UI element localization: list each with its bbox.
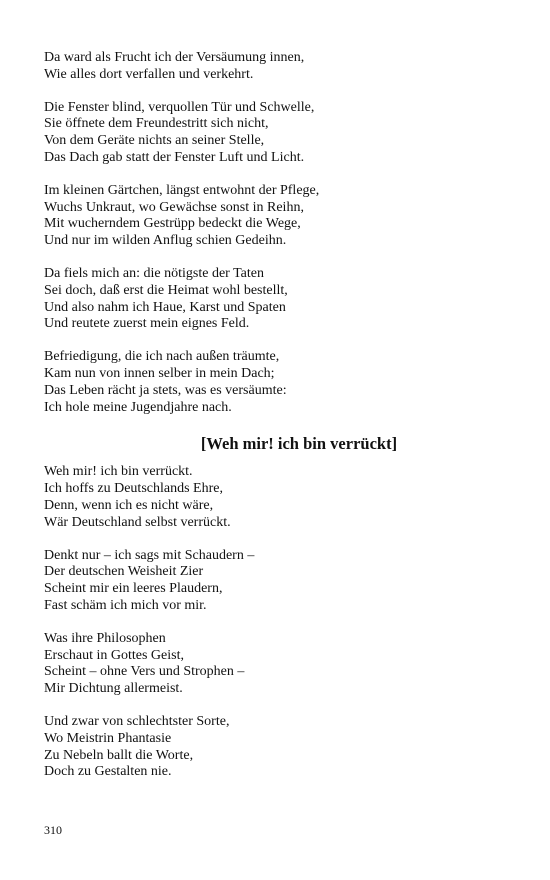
verse-line: Denn, wenn ich es nicht wäre, xyxy=(44,497,214,513)
verse-line: Im kleinen Gärtchen, längst entwohnt der Pflege, xyxy=(44,182,320,198)
verse-line: Mir Dichtung allermeist. xyxy=(44,681,183,697)
verse-line: Denkt nur – ich sags mit Schaudern – xyxy=(44,547,255,563)
stanza xyxy=(44,100,514,167)
stanza xyxy=(44,266,514,333)
stanza xyxy=(44,183,514,250)
verse-line: Sei doch, daß erst die Heimat wohl bestellt, xyxy=(44,282,288,298)
verse-line: Die Fenster blind, verquollen Tür und Schwelle, xyxy=(44,99,315,115)
verse-line: Und nur im wilden Anflug schien Gedeihn. xyxy=(44,233,287,249)
poem-title: [Weh mir! ich bin verrückt] xyxy=(200,434,398,454)
verse-line: Da ward als Frucht ich der Versäumung innen, xyxy=(44,50,305,65)
stanza xyxy=(44,349,514,416)
poem-continuation xyxy=(44,50,514,416)
verse-line: Weh mir! ich bin verrückt. xyxy=(44,464,193,480)
verse-line: Und reutete zuerst mein eignes Feld. xyxy=(44,316,250,332)
verse-line: Zu Nebeln ballt die Worte, xyxy=(44,747,194,763)
verse-line: Kam nun von innen selber in mein Dach; xyxy=(44,365,275,381)
verse-line: Sie öffnete dem Freundestritt sich nicht, xyxy=(44,116,269,132)
verse-line: Ich hoffs zu Deutschlands Ehre, xyxy=(44,481,223,497)
verse-line: Was ihre Philosophen xyxy=(44,630,166,646)
poem-body xyxy=(44,464,514,781)
verse-line: Doch zu Gestalten nie. xyxy=(44,764,172,780)
verse-line: Mit wucherndem Gestrüpp bedeckt die Wege, xyxy=(44,216,301,232)
stanza xyxy=(44,50,514,84)
verse-line: Da fiels mich an: die nötigste der Taten xyxy=(44,265,264,281)
verse-line: Wuchs Unkraut, wo Gewächse sonst in Reihn, xyxy=(44,199,304,215)
verse-line: Wie alles dort verfallen und verkehrt. xyxy=(44,66,254,82)
verse-line: Wär Deutschland selbst verrückt. xyxy=(44,514,231,530)
verse-line: Das Dach gab statt der Fenster Luft und Licht. xyxy=(44,149,305,165)
verse-line: Erschaut in Gottes Geist, xyxy=(44,647,184,663)
verse-line: Befriedigung, die ich nach außen träumte, xyxy=(44,349,280,365)
verse-line: Das Leben rächt ja stets, was es versäumte: xyxy=(44,382,287,398)
verse-line: Der deutschen Weisheit Zier xyxy=(44,564,204,580)
stanza xyxy=(44,464,514,531)
page-number: 310 xyxy=(44,823,62,837)
verse-line: Von dem Geräte nichts an seiner Stelle, xyxy=(44,133,265,149)
stanza xyxy=(44,548,514,615)
verse-line: Ich hole meine Jugendjahre nach. xyxy=(44,399,232,415)
verse-line: Scheint – ohne Vers und Strophen – xyxy=(44,664,245,680)
verse-line: Fast schäm ich mich vor mir. xyxy=(44,597,207,613)
stanza xyxy=(44,631,514,698)
verse-line: Und zwar von schlechtster Sorte, xyxy=(44,713,230,729)
book-page xyxy=(44,50,514,797)
verse-line: Und also nahm ich Haue, Karst und Spaten xyxy=(44,299,286,315)
verse-line: Scheint mir ein leeres Plaudern, xyxy=(44,581,223,597)
verse-line: Wo Meistrin Phantasie xyxy=(44,730,172,746)
stanza xyxy=(44,714,514,781)
